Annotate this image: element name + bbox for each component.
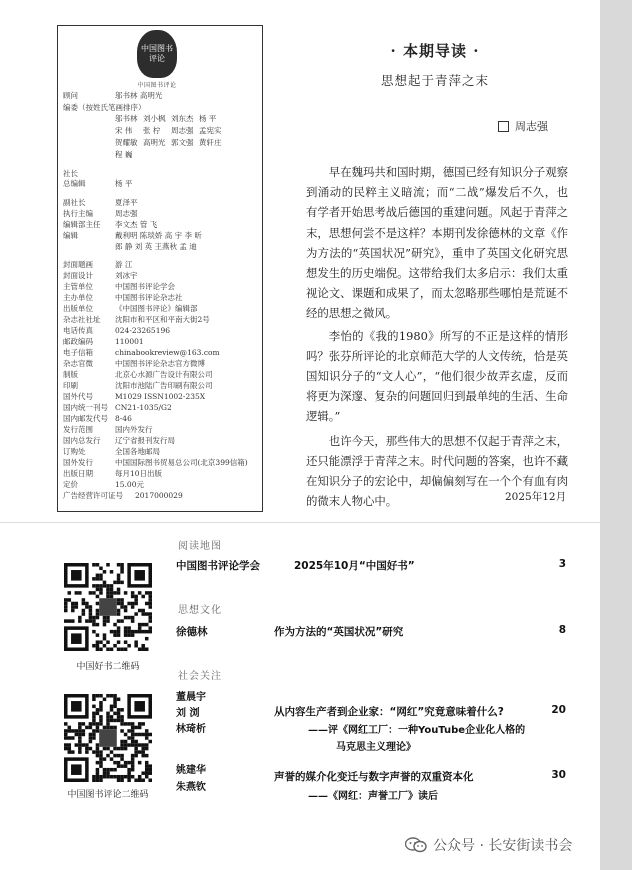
square-icon (498, 121, 509, 132)
toc-page: 3 (558, 558, 566, 570)
logo-mark: 中国图书评论 (137, 30, 177, 78)
masthead-row: 国外代号 M1029 ISSN1002-235X (63, 392, 206, 401)
masthead-row: 杂志社社址 沈阳市和平区和平南大街2号 (63, 315, 210, 324)
paragraph: 也许今天，那些伟大的思想不仅起于青萍之末，还只能漂浮于青萍之末。时代问题的答案，也许不藏在知识分子的宏论中，却偏偏刻写在一个个有血有肉的微末人物心中。 (306, 433, 569, 509)
masthead-row: 杂志官微 中国图书评论杂志官方微博 (63, 359, 205, 368)
editorial-body (306, 162, 568, 511)
toc-author: 刘 浏 (176, 708, 200, 719)
toc-subtitle: ——《网红：声誉工厂》读后 (308, 791, 438, 802)
masthead-row: 郎 静 刘 英 王燕秋 孟 迪 (115, 242, 197, 251)
wechat-icon (405, 837, 427, 853)
paragraph: 早在魏玛共和国时期，德国已经有知识分子观察到涌动的民粹主义暗流；而“二战”爆发后不久，也有学者开始思考战后德国的重建问题。风起于青萍之末，思想何尝不是这样？本期刊发徐德林的文章《作为方法的“英国状况”研究》，重申了英国文化研究思想发生的历史端倪。这带给我们太多启示：我们太重视论文、课题和成果了，而太忽略那些哪怕是荒诞不经的思想之微风。 (306, 165, 569, 321)
editorial-author (498, 118, 548, 134)
toc-section-heading: 阅读地图 (178, 541, 222, 552)
masthead-row: 订购处 全国各地邮局 (63, 447, 160, 456)
wechat-watermark (405, 835, 572, 855)
masthead-row: 国内总发行 辽宁省报刊发行局 (63, 436, 175, 445)
qr-code-book-review (64, 694, 152, 782)
toc-author: 朱燕钦 (176, 782, 206, 793)
qr-caption: 中国图书评论二维码 (67, 790, 149, 800)
masthead-row: 定价 15.00元 (63, 480, 144, 489)
editorial-board-label: 编委（按姓氏笔画排序） (63, 103, 146, 112)
masthead-row: 出版单位 《中国图书评论》编辑部 (63, 304, 198, 313)
qr-caption: 中国好书二维码 (76, 662, 140, 672)
toc-subtitle: 马克思主义理论》 (336, 742, 416, 753)
masthead-row: 电子信箱 chinabookreview@163.com (63, 348, 220, 357)
toc-author: 林琦析 (176, 724, 206, 735)
watermark-text: 公众号 · 长安街读书会 (433, 838, 573, 854)
masthead-row: 副社长 夏泽平 (63, 198, 138, 207)
masthead-row: 出版日期 每月10日出版 (63, 469, 163, 478)
editorial-board-list: 邬书林 刘小枫 刘东杰 杨 平 宋 伟 张 柠 周志强 孟宪实 贺耀敏 高明光 郭文强 黄轩庄 程 巍 (115, 114, 222, 159)
section-divider (0, 522, 600, 523)
toc-page: 30 (551, 769, 566, 781)
masthead-row: 封面题画 游 江 (63, 260, 133, 269)
consultant-row: 顾问 邬书林 高明光 (63, 91, 163, 100)
logo-caption: 中国图书评论 (137, 82, 177, 89)
editorial-heading: · 本期导读 · (390, 42, 480, 60)
masthead-row: 编辑部主任 李文杰 管 飞 (63, 220, 158, 229)
masthead-row: 国外发行 中国国际图书贸易总公司(北京399信箱) (63, 458, 248, 467)
masthead-row: 总编辑 杨 平 (63, 179, 133, 188)
masthead-row: 发行范围 国内外发行 (63, 425, 153, 434)
toc-author: 董晨宇 (176, 692, 206, 703)
toc-title: 声誉的媒介化变迁与数字声誉的双重资本化 (274, 771, 474, 783)
masthead-row: 主管单位 中国图书评论学会 (63, 282, 175, 291)
editorial-date: 2025年12月 (505, 491, 567, 503)
masthead-row: 广告经营许可证号 2017000029 (63, 491, 183, 500)
masthead-row: 邮政编码 110001 (63, 337, 144, 346)
page-edge-strip (600, 0, 632, 870)
masthead-box (57, 25, 263, 512)
toc-title: 从内容生产者到企业家：“网红”究竟意味着什么? (274, 706, 504, 718)
toc-section-heading: 思想文化 (178, 605, 222, 616)
masthead-row: 印刷 沈阳市池陆广告印刷有限公司 (63, 381, 213, 390)
paragraph: 李怡的《我的1980》所写的不正是这样的情形吗？张芬所评论的北京师范大学的人文传统，恰是英国知识分子的“文人心”，“他们很少故弄玄虚，反而将更为深邃、复杂的问题回归到最单纯的生活、生命逻辑。” (306, 328, 568, 424)
masthead-row: 执行主编 周志强 (63, 209, 138, 218)
toc-title: 2025年10月“中国好书” (294, 560, 415, 572)
toc-page: 20 (551, 704, 566, 716)
toc-author: 徐德林 (176, 626, 208, 638)
qr-code-good-books (64, 563, 152, 651)
toc-author: 中国图书评论学会 (176, 560, 260, 572)
toc-author: 姚建华 (176, 765, 206, 776)
masthead-row: 国内邮发代号 8-46 (63, 414, 132, 423)
toc-page: 8 (558, 624, 566, 636)
masthead-row: 主办单位 中国图书评论杂志社 (63, 293, 183, 302)
toc-subtitle: ——评《网红工厂：一种YouTube企业化人格的 (308, 725, 526, 736)
author-name: 周志强 (515, 120, 548, 133)
masthead-row: 社长 (63, 169, 78, 178)
masthead-row: 编辑 戴利明 陈琰娇 高 宇 李 昕 (63, 231, 202, 240)
journal-logo (128, 30, 186, 92)
editorial-subtitle: 思想起于青萍之末 (380, 73, 489, 88)
toc-title: 作为方法的“英国状况”研究 (274, 626, 404, 638)
masthead-row: 封面设计 刘冰宇 (63, 271, 138, 280)
masthead-row: 电话传真 024-23265196 (63, 326, 171, 335)
toc-section-heading: 社会关注 (178, 671, 222, 682)
masthead-row: 制版 北京心水源广告设计有限公司 (63, 370, 213, 379)
masthead-row: 国内统一刊号 CN21-1035/G2 (63, 403, 172, 412)
